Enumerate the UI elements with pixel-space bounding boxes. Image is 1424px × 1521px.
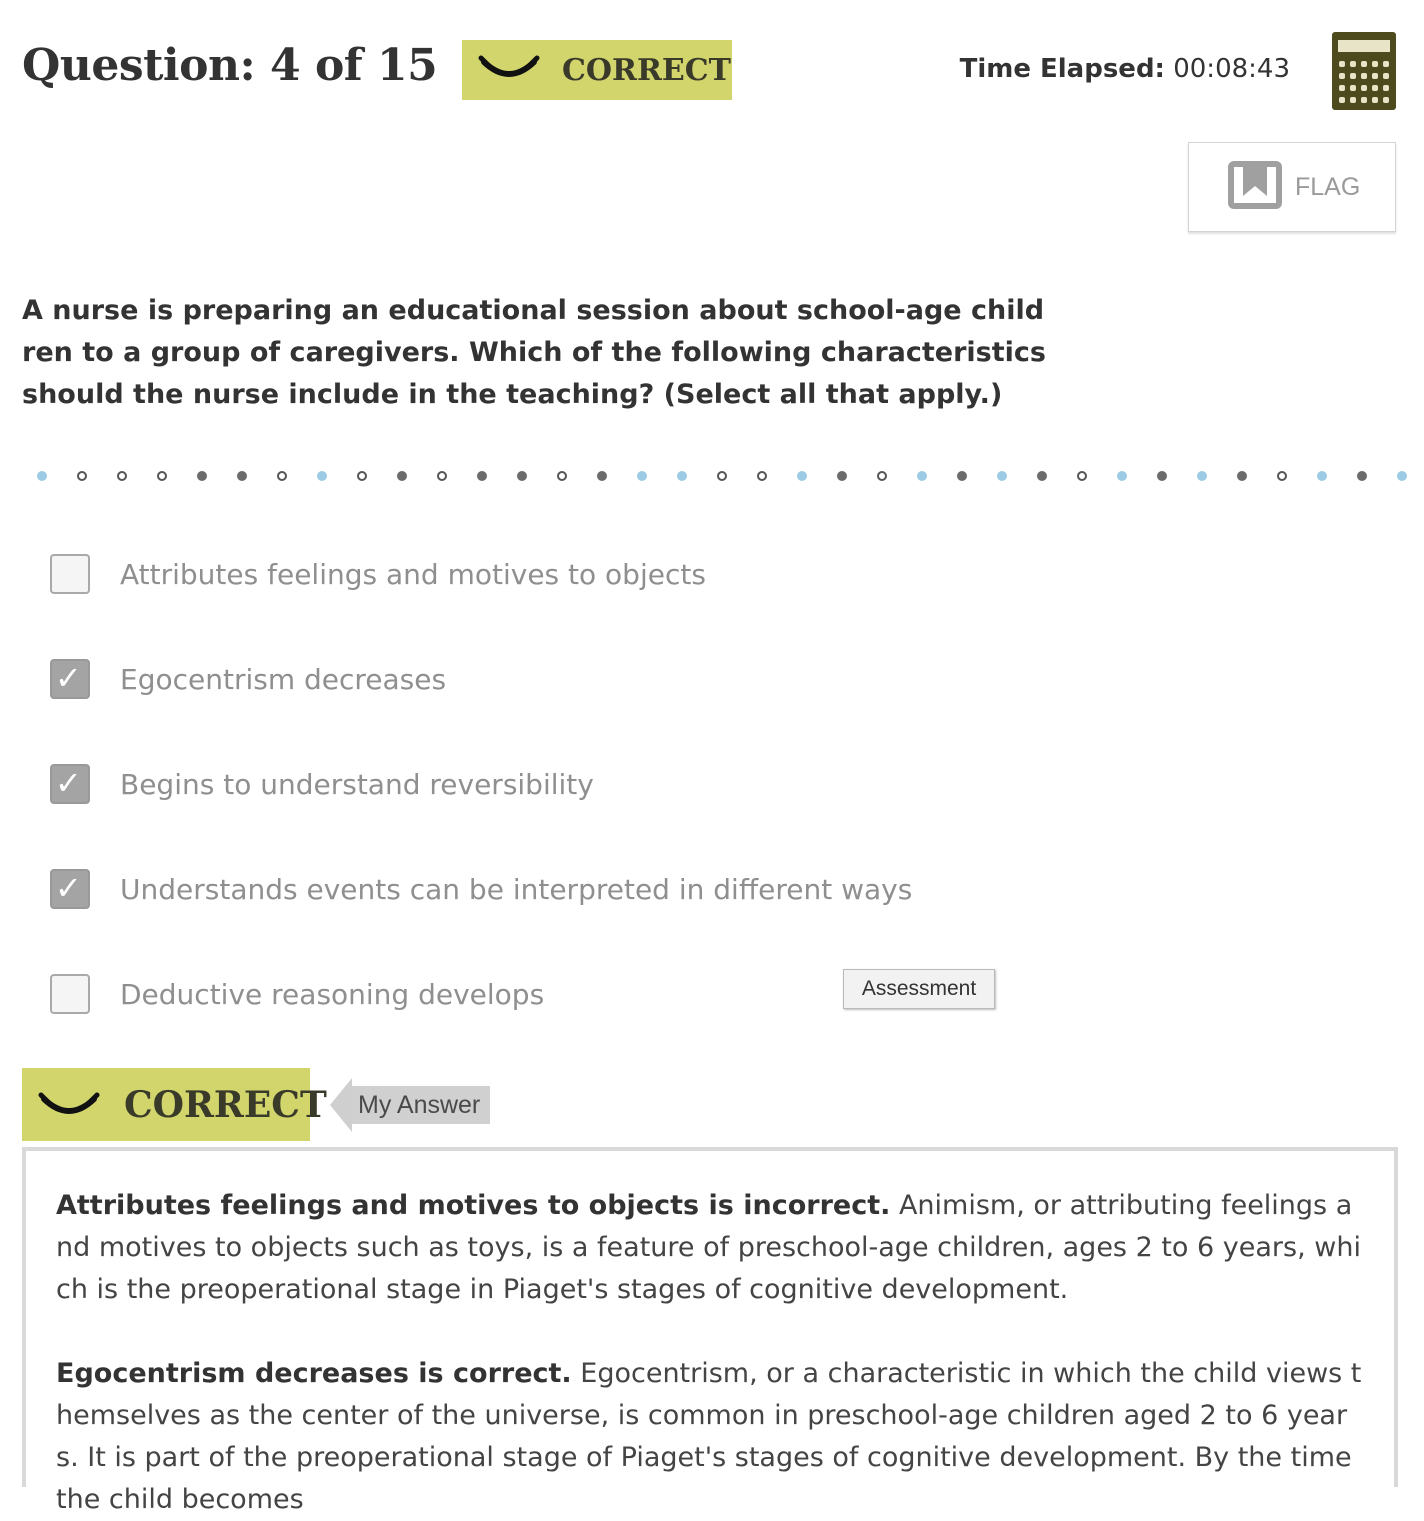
question-text: A nurse is preparing an educational session about school-age children to a group of caregivers. Which of the following characteristics should the nurse include in the teaching? (Select all that apply.) [22,295,1046,410]
progress-dot [277,471,287,481]
option-checkbox[interactable] [50,764,90,804]
assessment-tooltip: Assessment [843,969,995,1009]
progress-dot [997,471,1007,481]
time-elapsed [960,54,1290,84]
progress-dot [1117,471,1127,481]
progress-dot [597,471,607,481]
option-label: Understands events can be interpreted in different ways [120,872,913,906]
progress-dot [837,471,847,481]
time-elapsed-value: 00:08:43 [1173,54,1290,84]
progress-dot [757,471,767,481]
checkmark-icon: ✓ [55,764,82,802]
smile-icon [40,1084,98,1126]
progress-dot [1357,471,1367,481]
flag-button[interactable] [1188,142,1396,232]
option-label: Begins to understand reversibility [120,767,594,801]
rationale-lead: Attributes feelings and motives to objects is incorrect. [56,1190,891,1221]
option-checkbox[interactable] [50,659,90,699]
arrow-left-icon [330,1078,352,1132]
progress-dot [117,471,127,481]
smile-icon [480,52,538,88]
progress-dot [1197,471,1207,481]
progress-dot [357,471,367,481]
progress-dot [517,471,527,481]
time-elapsed-label: Time Elapsed: [959,54,1165,84]
checkmark-icon: ✓ [55,869,82,907]
calculator-keys [1338,60,1390,104]
progress-dot [1037,471,1047,481]
calculator-icon[interactable] [1332,32,1396,110]
option-checkbox[interactable] [50,869,90,909]
progress-dot [1277,471,1287,481]
progress-dot [1317,471,1327,481]
rationale-body: Egocentrism, or a characteristic in which the child views themselves as the center of the universe, is common in preschool-age children aged 2 to 6 years. It is part of the preoperational stage of Piaget's stages of cognitive development. By the time the child becomes [56,1358,1362,1515]
option-checkbox[interactable] [50,974,90,1014]
calculator-screen [1338,40,1390,52]
option-1[interactable] [50,551,706,597]
progress-dot [797,471,807,481]
progress-dot [437,471,447,481]
progress-dot [717,471,727,481]
my-answer-tag [330,1078,490,1132]
progress-dot [397,471,407,481]
option-label: Deductive reasoning develops [120,977,545,1011]
rationale-panel [22,1147,1398,1515]
progress-dot [557,471,567,481]
option-checkbox[interactable] [50,554,90,594]
progress-dot [237,471,247,481]
progress-dot [477,471,487,481]
progress-dot [1397,471,1407,481]
option-3[interactable] [50,761,594,807]
my-answer-label: My Answer [352,1086,490,1124]
option-label: Egocentrism decreases [120,662,447,696]
progress-dot [77,471,87,481]
rationale-paragraph [56,1185,1364,1311]
progress-dot [917,471,927,481]
option-4[interactable] [50,866,912,912]
result-correct-badge [22,1068,327,1141]
checkmark-icon: ✓ [55,659,82,697]
progress-dots [22,466,1398,486]
question-counter: Question: 4 of 15 [22,40,438,91]
progress-dot [157,471,167,481]
progress-dot [877,471,887,481]
progress-dot [957,471,967,481]
progress-dot [677,471,687,481]
bookmark-icon [1227,160,1283,214]
flag-label: FLAG [1295,172,1361,201]
progress-dot [37,471,47,481]
option-label: Attributes feelings and motives to objects [120,557,706,591]
rationale-paragraph [56,1353,1364,1521]
rationale-body: Animism, or attributing feelings and motives to objects such as toys, is a feature of preschool-age children, ages 2 to 6 years, which is the preoperational stage in Piaget's stages of cognitive development. [56,1190,1361,1305]
progress-dot [1237,471,1247,481]
rationale-lead: Egocentrism decreases is correct. [56,1358,572,1389]
progress-dot [1157,471,1167,481]
correct-badge-label: CORRECT [562,52,731,88]
progress-dot [197,471,207,481]
result-correct-label: CORRECT [124,1083,327,1126]
progress-dot [317,471,327,481]
option-5[interactable] [50,971,544,1017]
correct-badge [462,40,732,100]
progress-dot [637,471,647,481]
progress-dot [1077,471,1087,481]
option-2[interactable] [50,656,446,702]
